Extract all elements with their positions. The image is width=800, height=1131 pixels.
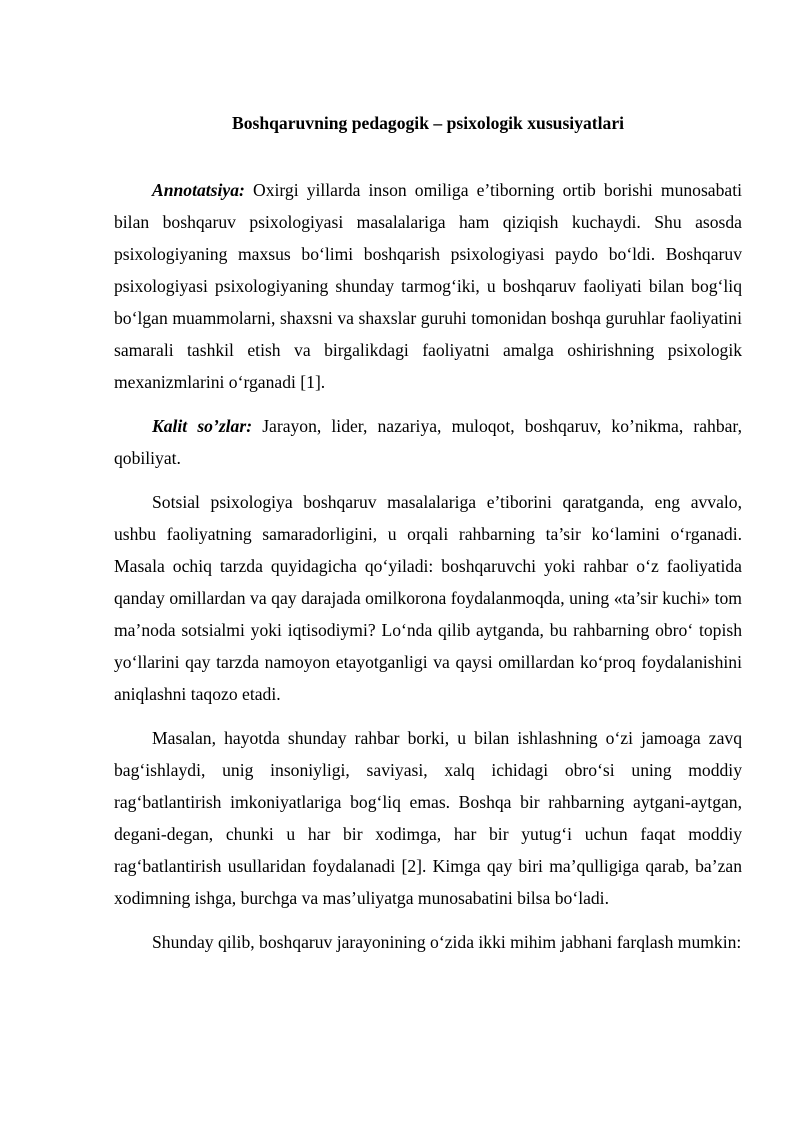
- abstract-text: Oxirgi yillarda inson omiliga e’tiborning ortib borishi munosabati bilan boshqaruv psixologiyasi masalalariga ham qiziqish kuchaydi. Shu asosda psixologiyaning maxsus bo‘limi boshqarish psixologiyasi paydo bo‘ldi. Boshqaruv psixologiyasi psixologiyaning shunday tarmog‘iki, u boshqaruv faoliyati bilan bog‘liq bo‘lgan muammolarni, shaxsni va shaxslar guruhi tomonidan boshqa guruhlar faoliyatini samarali tashkil etish va birgalikdagi faoliyatni amalga oshirishning psixologik mexanizmlarini o‘rganadi [1].: [114, 180, 742, 392]
- document-title: Boshqaruvning pedagogik – psixologik xususiyatlari: [231, 113, 625, 133]
- body-paragraph-2: Masalan, hayotda shunday rahbar borki, u bilan ishlashning o‘zi jamoaga zavq bag‘ishlaydi, unig insoniyligi, saviyasi, xalq ichidagi obro‘si uning moddiy rag‘batlantirish imkoniyatlariga bog‘liq emas. Boshqa bir rahbarning aytgani-aytgan, degani-degan, chunki u har bir xodimga, har bir yutug‘i uchun faqat moddiy rag‘batlantirish usullaridan foydalanadi [2]. Kimga qay biri ma’qulligiga qarab, ba’zan xodimning ishga, burchga va mas’uliyatga munosabatini bilsa bo‘ladi.: [114, 728, 742, 908]
- body-paragraph-1: Sotsial psixologiya boshqaruv masalalariga e’tiborini qaratganda, eng avvalo, ushbu faoliyatning samaradorligini, u orqali rahbarning ta’sir ko‘lamini o‘rganadi. Masala ochiq tarzda quyidagicha qo‘yiladi: boshqaruvchi yoki rahbar o‘z faoliyatida qanday omillardan va qay darajada omilkorona foydalanmoqda, uning «ta’sir kuchi» tom ma’noda sotsialmi yoki iqtisodiymi? Lo‘nda qilib aytganda, bu rahbarning obro‘ topish yo‘llarini qay tarzda namoyon etayotganligi va qaysi omillardan ko‘proq foydalanishini aniqlashni taqozo etadi.: [114, 492, 742, 704]
- body-paragraph-3: Shunday qilib, boshqaruv jarayonining o‘zida ikki mihim jabhani farqlash mumkin:: [152, 932, 742, 952]
- abstract-paragraph: [114, 174, 742, 398]
- abstract-label: Annotatsiya:: [152, 180, 245, 200]
- keywords-label: Kalit so’zlar:: [152, 416, 253, 436]
- keywords-text: Jarayon, lider, nazariya, muloqot, boshqaruv, ko’nikma, rahbar, qobiliyat.: [114, 416, 742, 468]
- document-page: [114, 108, 742, 970]
- keywords-paragraph: [114, 410, 742, 474]
